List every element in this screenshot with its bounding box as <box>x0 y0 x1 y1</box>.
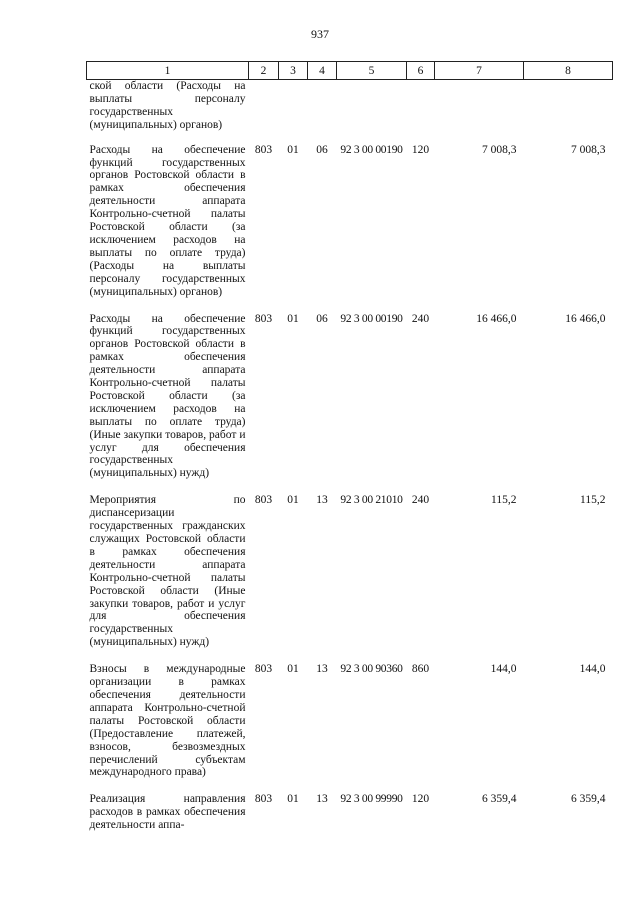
table-header-row <box>87 62 613 80</box>
amount-year-2: 6 359,4 <box>571 793 606 806</box>
table-row <box>87 143 613 312</box>
table-row <box>87 80 613 143</box>
column-header: 2 <box>249 62 279 80</box>
expense-type-code: 240 <box>411 312 430 325</box>
column-header: 3 <box>279 62 308 80</box>
ministry-code: 803 <box>254 143 273 156</box>
amount-year-2 <box>524 80 613 143</box>
expense-type-code: 860 <box>411 663 430 676</box>
target-article-code: 92 3 00 00190 <box>340 143 403 156</box>
page-number: 937 <box>311 27 329 41</box>
subsection-code: 13 <box>316 494 328 507</box>
expense-type-code: 240 <box>411 494 430 507</box>
amount-year-1 <box>435 80 524 143</box>
ministry-code: 803 <box>254 312 273 325</box>
subsection-code: 13 <box>316 663 328 676</box>
ministry-code: 803 <box>254 793 273 806</box>
expense-type-code: 120 <box>411 793 430 806</box>
subsection-code: 13 <box>316 793 328 806</box>
amount-year-2: 16 466,0 <box>565 312 606 325</box>
amount-year-2: 115,2 <box>580 494 606 507</box>
target-article-code: 92 3 00 90360 <box>340 663 403 676</box>
target-article-code: 92 3 00 00190 <box>340 312 403 325</box>
ministry-code <box>249 80 279 143</box>
target-article-code: 92 3 00 99990 <box>340 793 403 806</box>
amount-year-1: 7 008,3 <box>482 143 517 156</box>
amount-year-2: 7 008,3 <box>571 143 606 156</box>
row-description: Мероприятия по диспансеризации государственных гражданских служащих Ростовской области в рамках обеспечения деятельности аппарата Контрольно-счетной палаты Ростовской области (Иные закупки товаров, работ и услуг для обеспечения государственных (муниципальных) нужд) <box>89 494 246 649</box>
row-description: Расходы на обеспечение функций государственных органов Ростовской области в рамках обеспечения деятельности аппарата Контрольно-счетной палаты Ростовской области (за исключением расходов на выплаты по оплате труда) (Иные закупки товаров, работ и услуг для обеспечения государственных (муниципальных) нужд) <box>89 312 246 480</box>
row-description: ской области (Расходы на выплаты персоналу государственных (муниципальных) органов) <box>89 80 246 131</box>
section-code <box>279 80 308 143</box>
column-header: 1 <box>87 62 249 80</box>
column-header: 4 <box>308 62 337 80</box>
amount-year-2: 144,0 <box>579 663 606 676</box>
section-code: 01 <box>287 793 299 806</box>
ministry-code: 803 <box>254 494 273 507</box>
section-code: 01 <box>287 143 299 156</box>
row-description: Расходы на обеспечение функций государственных органов Ростовской области в рамках обеспечения деятельности аппарата Контрольно-счетной палаты Ростовской области (за исключением расходов на выплаты по оплате труда) (Расходы на выплаты персоналу государственных (муниципальных) органов) <box>89 143 246 298</box>
section-code: 01 <box>287 312 299 325</box>
expense-type-code <box>407 80 435 143</box>
section-code: 01 <box>287 494 299 507</box>
amount-year-1: 144,0 <box>490 663 517 676</box>
amount-year-1: 6 359,4 <box>482 793 517 806</box>
amount-year-1: 16 466,0 <box>476 312 517 325</box>
expense-type-code: 120 <box>411 143 430 156</box>
subsection-code: 06 <box>316 143 328 156</box>
table-row <box>87 792 613 845</box>
table-row <box>87 312 613 494</box>
target-article-code: 92 3 00 21010 <box>340 494 403 507</box>
subsection-code <box>308 80 337 143</box>
table-row <box>87 662 613 792</box>
amount-year-1: 115,2 <box>491 494 517 507</box>
column-header: 8 <box>524 62 613 80</box>
column-header: 5 <box>337 62 407 80</box>
subsection-code: 06 <box>316 312 328 325</box>
row-description: Взносы в международные организации в рамках обеспечения деятельности аппарата Контрольно-счетной палаты Ростовской области (Предоставление платежей, взносов, безвозмездных перечислений субъектам международного права) <box>89 663 246 779</box>
column-header: 6 <box>407 62 435 80</box>
target-article-code <box>337 80 407 143</box>
section-code: 01 <box>287 663 299 676</box>
column-header: 7 <box>435 62 524 80</box>
ministry-code: 803 <box>254 663 273 676</box>
row-description: Реализация направления расходов в рамках обеспечения деятельности аппа- <box>89 793 246 832</box>
budget-table <box>86 61 613 845</box>
table-row <box>87 493 613 662</box>
